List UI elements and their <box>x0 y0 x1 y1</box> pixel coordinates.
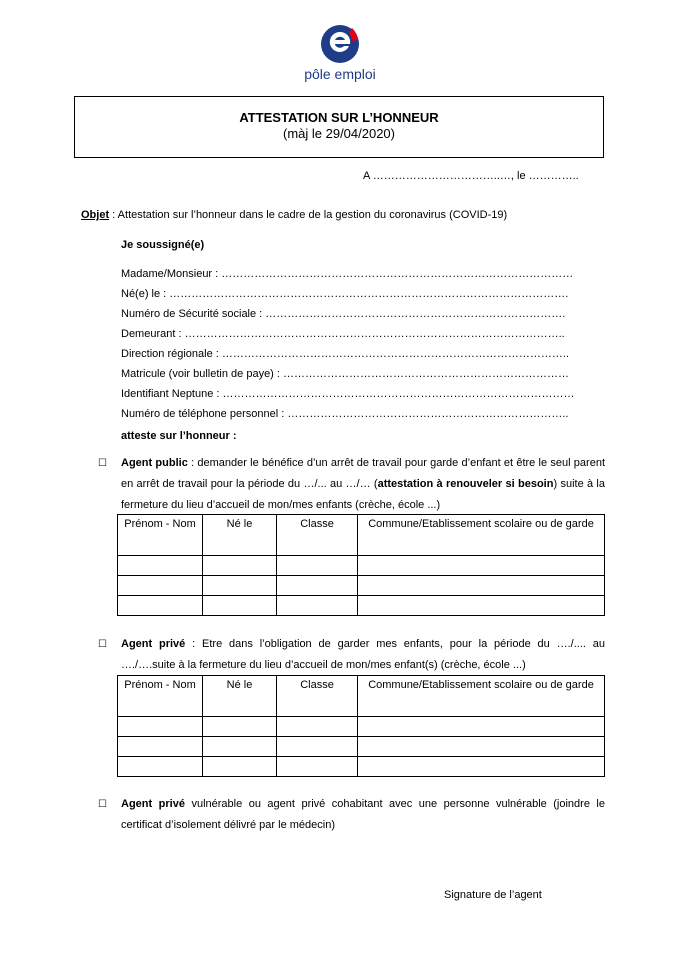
children-table-public <box>117 514 605 616</box>
objet-label: Objet <box>81 209 110 221</box>
option-agent-vulnerable-text <box>121 794 605 836</box>
option1-text: : demander le bénéfice d’un arrêt de travail pour garde d’enfant et être le seul parent en arrêt de travail pour la période du …/... au …/… ( <box>121 457 606 490</box>
field-naissance: Né(e) le : ………………………………………………………………………………………………. <box>121 288 569 300</box>
table-row[interactable] <box>118 576 605 596</box>
checkbox-agent-prive[interactable]: ☐ <box>98 639 107 650</box>
page-subtitle: (màj le 29/04/2020) <box>282 126 395 141</box>
table-row[interactable] <box>118 757 605 777</box>
col-etablissement: Commune/Etablissement scolaire ou de garde <box>358 515 605 556</box>
identity-fields <box>121 264 575 424</box>
logo-wordmark: pôle emploi <box>304 66 376 82</box>
table-row[interactable] <box>118 596 605 616</box>
col-prenom-nom: Prénom - Nom <box>118 676 203 717</box>
col-classe: Classe <box>277 676 358 717</box>
field-nom: Madame/Monsieur : …………………………………………………………………………………… <box>121 268 574 280</box>
option-agent-vulnerable <box>98 794 605 836</box>
option-agent-public <box>98 453 605 516</box>
option3-bold: Agent privé <box>121 798 185 810</box>
col-ne-le: Né le <box>203 515 277 556</box>
option2-bold: Agent privé <box>121 638 186 650</box>
table-row[interactable] <box>118 717 605 737</box>
col-ne-le: Né le <box>203 676 277 717</box>
checkbox-agent-public[interactable]: ☐ <box>98 458 107 469</box>
objet-line <box>81 209 507 221</box>
field-direction: Direction régionale : ………………………………………………………………………………….. <box>121 348 569 360</box>
signature-label: Signature de l’agent <box>444 889 542 901</box>
field-matricule: Matricule (voir bulletin de paye) : …………………………………………………………………… <box>121 368 570 380</box>
col-prenom-nom: Prénom - Nom <box>118 515 203 556</box>
option3-text: vulnérable ou agent privé cohabitant avec une personne vulnérable (joindre le certificat d’isolement délivré par le médecin) <box>121 798 605 831</box>
pole-emploi-logo <box>300 22 380 86</box>
page-title: ATTESTATION SUR L’HONNEUR <box>239 110 439 125</box>
table-row[interactable] <box>118 556 605 576</box>
field-telephone: Numéro de téléphone personnel : ………………………………………………………………….. <box>121 408 569 420</box>
place-date-line: A ……………………………..…, le ………….. <box>363 170 579 182</box>
soussigne-label: Je soussigné(e) <box>121 239 205 251</box>
checkbox-agent-vulnerable[interactable]: ☐ <box>98 799 107 810</box>
col-etablissement: Commune/Etablissement scolaire ou de garde <box>358 676 605 717</box>
field-adresse: Demeurant : ………………………………………………………………………………………….. <box>121 328 565 340</box>
option2-text: : Etre dans l’obligation de garder mes enfants, pour la période du …./.... au …./….suite à la fermeture du lieu d’accueil de mon/mes enfant(s) (crèche, école ...) <box>121 638 606 671</box>
objet-text: : Attestation sur l’honneur dans le cadre de la gestion du coronavirus (COVID-19) <box>109 209 508 221</box>
col-classe: Classe <box>277 515 358 556</box>
option-agent-prive-text <box>121 634 605 676</box>
field-neptune: Identifiant Neptune : …………………………………………………………………………………… <box>121 388 575 400</box>
option1-bold: Agent public <box>121 457 188 469</box>
title-box <box>74 96 604 158</box>
atteste-label: atteste sur l’honneur : <box>121 430 237 442</box>
children-table-prive <box>117 675 605 777</box>
option1-bold2: attestation à renouveler si besoin <box>377 478 554 490</box>
table-row[interactable] <box>118 737 605 757</box>
option-agent-public-text <box>121 453 605 516</box>
option1-text2: ) suite à la fermeture du lieu d’accueil de mon/mes enfants (crèche, école ...) <box>121 478 605 511</box>
option-agent-prive <box>98 634 605 676</box>
field-secu: Numéro de Sécurité sociale : ………………………………………………………………………. <box>121 308 566 320</box>
